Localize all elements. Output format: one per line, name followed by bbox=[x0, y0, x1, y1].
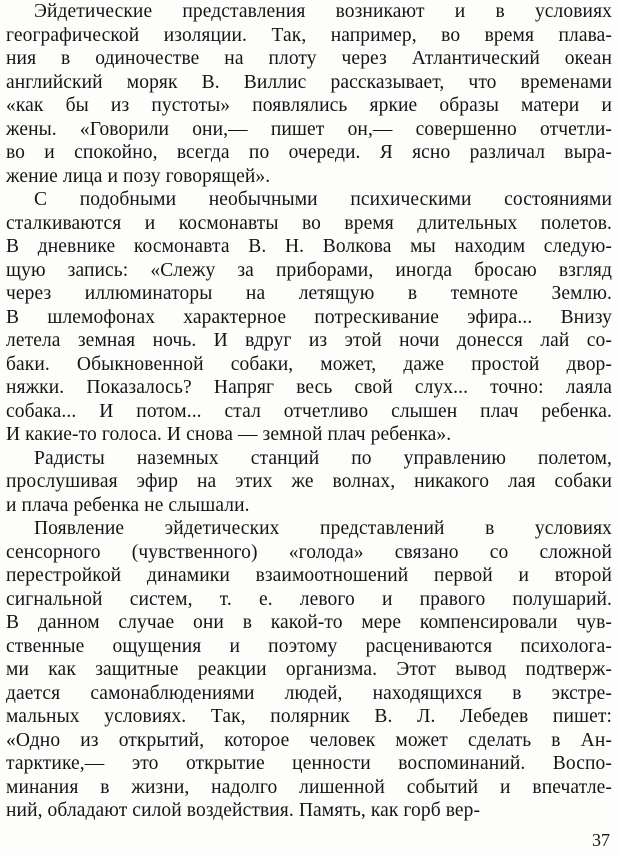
text-line: «Одно из открытий, которое человек может сделать в Ан- bbox=[6, 729, 612, 751]
text-line: через иллюминаторы на летящую в темноте Землю. bbox=[6, 283, 612, 304]
text-line: сигнальной систем, т. е. левого и правого полушарий. bbox=[6, 588, 612, 610]
text-line: тарктике,— это открытие ценности воспоминаний. Воспо- bbox=[6, 753, 612, 774]
text-line: жение лица и позу говорящей». bbox=[6, 165, 271, 187]
text-line: и плача ребенка не слышали. bbox=[6, 494, 250, 516]
text-line: английский моряк В. Виллис рассказывает, что временами bbox=[6, 71, 612, 93]
text-line: Появление эйдетических представлений в условиях bbox=[34, 518, 612, 539]
text-line: С подобными необычными психическими состояниями bbox=[34, 189, 612, 210]
text-line: минания в жизни, надолго лишенной событий и впечатле- bbox=[6, 776, 612, 798]
text-line: няжки. Показалось? Напряг весь свой слух... точно: лаяла bbox=[6, 377, 612, 398]
text-line: географической изоляции. Так, например, во время плава- bbox=[6, 24, 612, 46]
text-line: дается самонаблюдениями людей, находящихся в экстре- bbox=[6, 682, 612, 704]
text-line: щую запись: «Слежу за приборами, иногда бросаю взгляд bbox=[6, 259, 612, 281]
text-line: ственные ощущения и поэтому расцениваются психолога- bbox=[6, 635, 612, 657]
text-line: во и спокойно, всегда по очереди. Я ясно различал выра- bbox=[6, 142, 612, 163]
text-line: В данном случае они в какой-то мере компенсировали чув- bbox=[6, 612, 612, 633]
text-line: прослушивая эфир на этих же волнах, никакого лая собаки bbox=[6, 471, 612, 492]
body-text bbox=[6, 0, 612, 823]
page-number: 37 bbox=[592, 830, 610, 850]
text-line: В шлемофонах характерное потрескивание эфира... Внизу bbox=[6, 306, 612, 328]
text-line: ми как защитные реакции организма. Этот вывод подтверж- bbox=[6, 659, 612, 680]
text-line: сталкиваются и космонавты во время длительных полетов. bbox=[6, 212, 612, 234]
text-line: ний, обладают силой воздействия. Память, как горб вер- bbox=[6, 800, 481, 821]
paragraph bbox=[6, 447, 612, 518]
text-line: И какие-то голоса. И снова — земной плач ребенка». bbox=[6, 424, 452, 445]
text-line: Эйдетические представления возникают и в условиях bbox=[34, 1, 612, 22]
paragraph bbox=[6, 517, 612, 823]
text-line: мальных условиях. Так, полярник В. Л. Лебедев пишет: bbox=[6, 706, 612, 727]
text-line: «как бы из пустоты» появлялись яркие образы матери и bbox=[6, 95, 612, 116]
paragraph bbox=[6, 0, 612, 188]
text-line: перестройкой динамики взаимоотношений первой и второй bbox=[6, 565, 612, 586]
text-line: жены. «Говорили они,— пишет он,— совершенно отчетли- bbox=[6, 118, 612, 140]
text-line: В дневнике космонавта В. Н. Волкова мы находим следую- bbox=[6, 236, 612, 257]
text-line: ния в одиночестве на плоту через Атлантический океан bbox=[6, 48, 612, 69]
paragraph bbox=[6, 188, 612, 447]
text-line: Радисты наземных станций по управлению полетом, bbox=[34, 447, 612, 469]
text-line: собака... И потом... стал отчетливо слышен плач ребенка. bbox=[6, 400, 612, 422]
text-line: летела земная ночь. И вдруг из этой ночи донесся лай со- bbox=[6, 330, 612, 351]
text-line: баки. Обыкновенной собаки, может, даже простой двор- bbox=[6, 353, 612, 375]
text-line: сенсорного (чувственного) «голода» связано со сложной bbox=[6, 541, 612, 563]
